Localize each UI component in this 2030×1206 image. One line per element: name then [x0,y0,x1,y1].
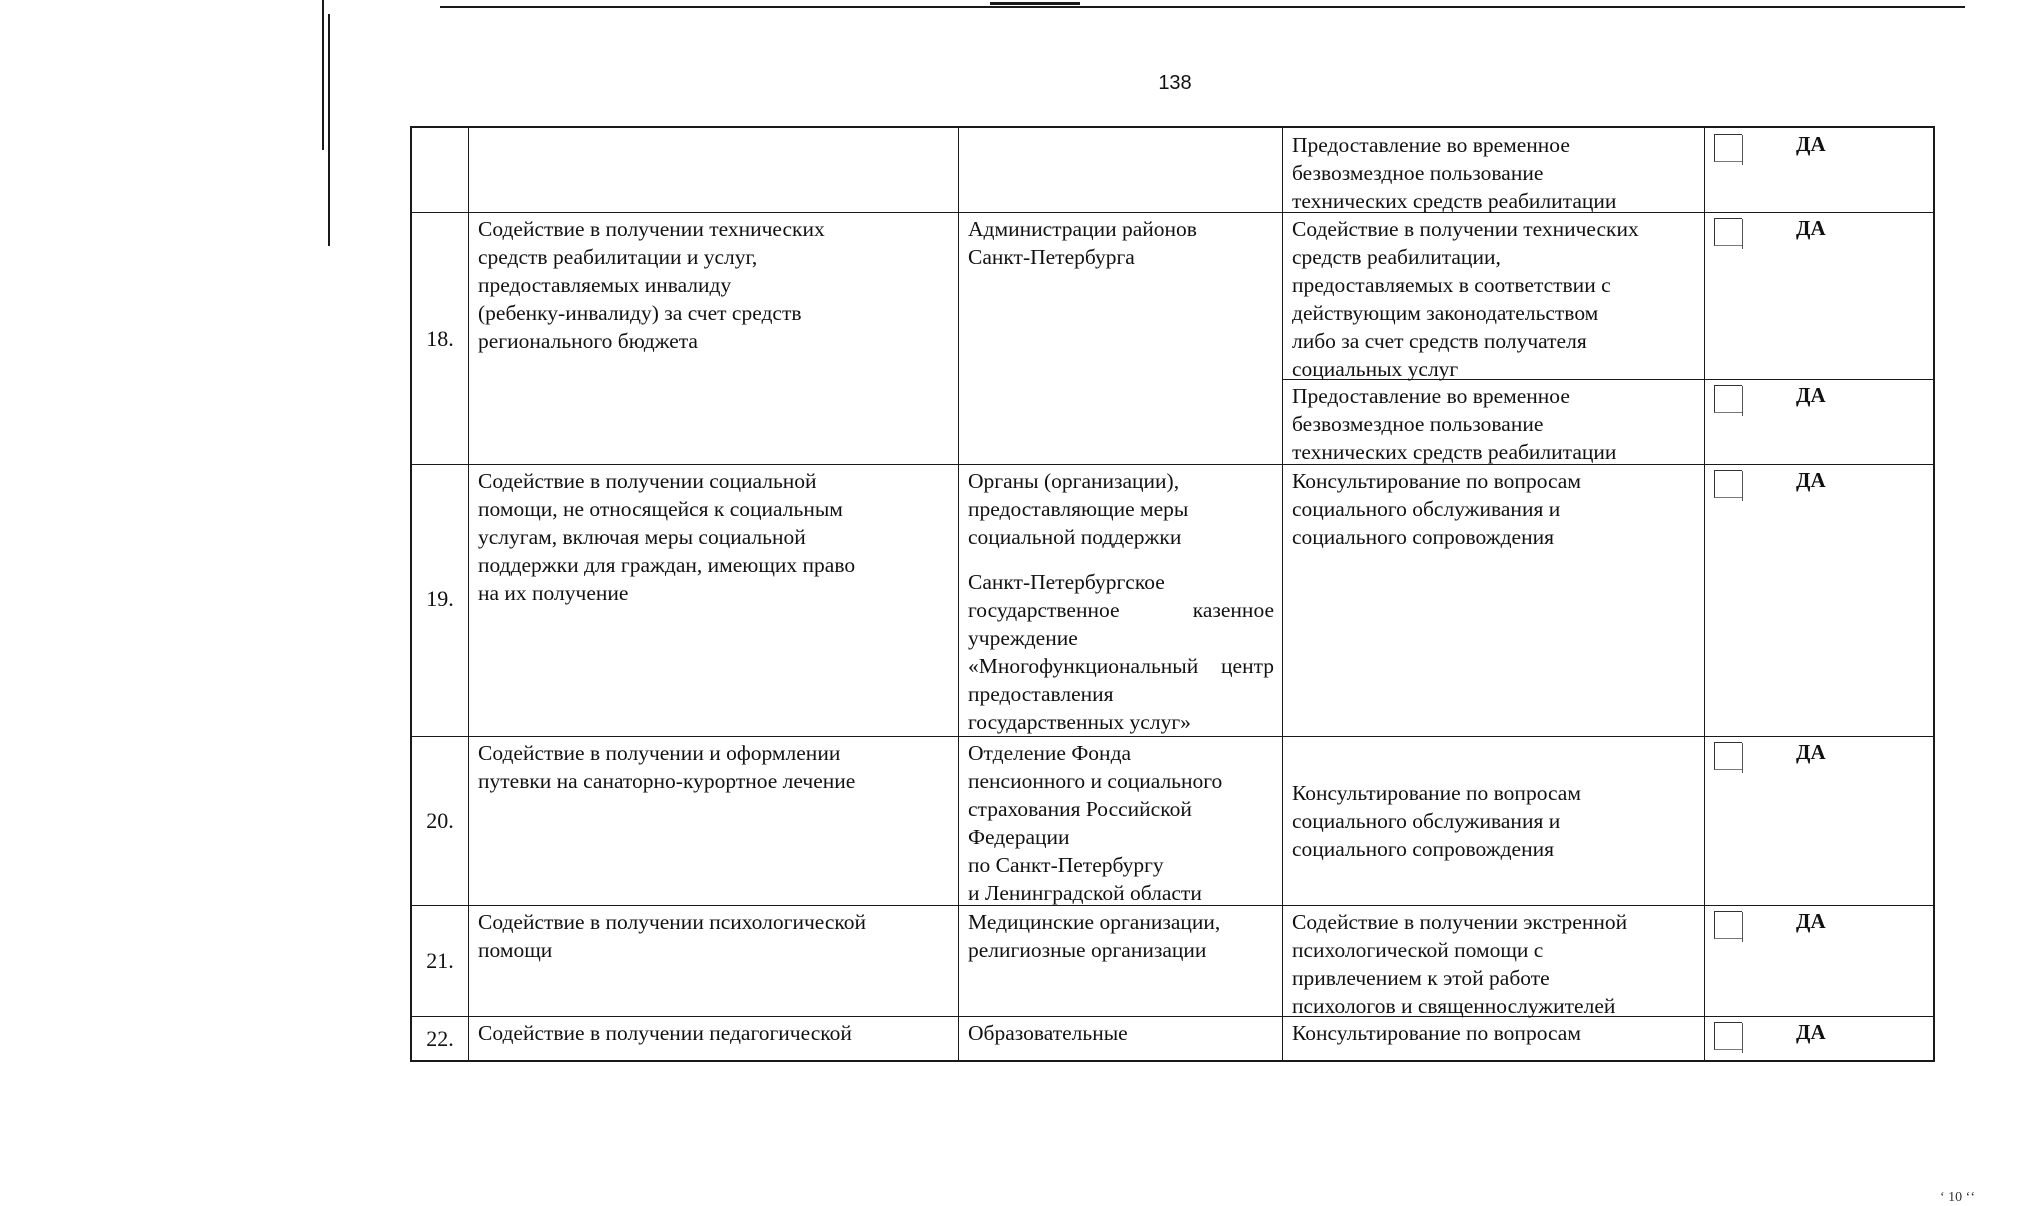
scan-margin-line [322,0,324,150]
answer-checkbox[interactable] [1714,218,1742,246]
services-table [410,126,1935,1062]
answer-checkbox[interactable] [1714,385,1742,413]
measure-cell: Содействие в получении технических средств реабилитации, предоставляемых в соответствии с действующим законодательством либо за счет средств получателя социальных услуг [1292,217,1639,381]
answer-yes: ДА [1796,132,1826,156]
scan-top-rule [990,2,1080,5]
service-cell: Содействие в получении и оформлении путевки на санаторно-курортное лечение [478,741,856,793]
scan-top-rule [440,6,1965,8]
scan-margin-line [328,14,330,246]
row-divider [412,464,1933,465]
answer-yes: ДА [1796,468,1826,492]
row-divider [412,1016,1933,1017]
answer-checkbox[interactable] [1714,1022,1742,1050]
service-cell: Содействие в получении социальной помощи, не относящейся к социальным услугам, включая меры социальной поддержки для граждан, имеющих право на их получение [478,469,856,605]
answer-yes: ДА [1796,216,1826,240]
row-number: 18. [426,326,454,351]
provider-extra-cell: Санкт-Петербургское государственное казенное учреждение «Многофункциональный центр предоставления государственных услуг» [968,570,1274,734]
answer-yes: ДА [1796,909,1826,933]
row-number: 22. [426,1026,454,1051]
answer-checkbox[interactable] [1714,911,1742,939]
row-number: 20. [426,808,454,833]
answer-checkbox[interactable] [1714,134,1742,162]
row-divider [412,212,1933,213]
row-number: 21. [426,948,454,973]
column-divider [1704,128,1705,1060]
answer-yes: ДА [1796,383,1826,407]
service-cell: Содействие в получении педагогической [478,1021,852,1045]
measure-cell: Предоставление во временное безвозмездное пользование технических средств реабилитации [1292,384,1617,464]
answer-checkbox[interactable] [1714,470,1742,498]
provider-cell: Органы (организации), предоставляющие меры социальной поддержки [968,469,1189,549]
answer-yes: ДА [1796,1020,1826,1044]
column-divider [958,128,959,1060]
answer-checkbox[interactable] [1714,742,1742,770]
column-divider [468,128,469,1060]
measure-cell: Консультирование по вопросам [1292,1021,1581,1045]
row-number: 19. [426,586,454,611]
provider-cell: Администрации районов Санкт-Петербурга [968,217,1197,269]
column-divider [1282,128,1283,1060]
service-cell: Содействие в получении технических средств реабилитации и услуг, предоставляемых инвалиду (ребенку-инвалиду) за счет средств регионального бюджета [478,217,825,353]
row-divider [412,736,1933,737]
provider-cell: Отделение Фонда пенсионного и социального страхования Российской Федерации по Санкт-Петербургу и Ленинградской области [968,741,1223,905]
measure-cell: Консультирование по вопросам социального обслуживания и социального сопровождения [1292,469,1581,549]
service-cell: Содействие в получении психологической помощи [478,910,866,962]
measure-cell: Предоставление во временное безвозмездное пользование технических средств реабилитации [1292,133,1617,213]
measure-cell: Содействие в получении экстренной психологической помощи с привлечением к этой работе психологов и священнослужителей [1292,910,1628,1018]
footer-mark: ʻ 10 ʻʻ [1940,1190,1975,1205]
answer-yes: ДА [1796,740,1826,764]
page-number: 138 [1158,72,1192,94]
provider-cell: Медицинские организации, религиозные организации [968,910,1221,962]
provider-cell: Образовательные [968,1021,1128,1045]
measure-cell: Консультирование по вопросам социального обслуживания и социального сопровождения [1292,781,1581,861]
